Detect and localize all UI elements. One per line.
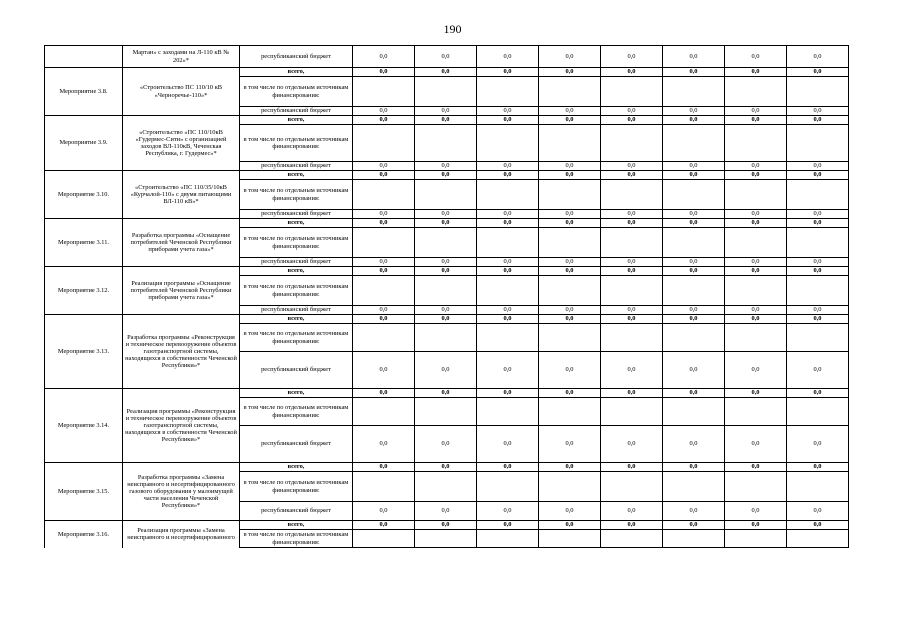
value-cell: 0,0 bbox=[663, 463, 725, 472]
value-cell: 0,0 bbox=[477, 315, 539, 324]
value-cell bbox=[539, 324, 601, 352]
value-cell bbox=[353, 530, 415, 548]
value-cell bbox=[787, 530, 849, 548]
value-cell bbox=[601, 125, 663, 162]
funding-source-total: всего, bbox=[240, 521, 353, 530]
value-cell: 0,0 bbox=[415, 162, 477, 171]
funding-source-sub: в том числе по отдельным источникам финансирования: bbox=[240, 398, 353, 426]
funding-source-republic: республиканский бюджет bbox=[240, 258, 353, 267]
event-cell: Мероприятие 3.12. bbox=[45, 267, 123, 315]
value-cell: 0,0 bbox=[539, 306, 601, 315]
value-cell bbox=[477, 276, 539, 306]
value-cell: 0,0 bbox=[477, 162, 539, 171]
value-cell bbox=[477, 77, 539, 107]
value-cell: 0,0 bbox=[539, 463, 601, 472]
value-cell bbox=[725, 276, 787, 306]
value-cell: 0,0 bbox=[663, 219, 725, 228]
value-cell bbox=[663, 180, 725, 210]
value-cell: 0,0 bbox=[663, 502, 725, 521]
value-cell: 0,0 bbox=[663, 352, 725, 389]
value-cell: 0,0 bbox=[725, 46, 787, 68]
value-cell bbox=[601, 472, 663, 502]
table-row bbox=[45, 171, 849, 180]
measure-title: Разработка программы «Оснащение потребителей Чеченской Республики приборами учета газа»* bbox=[123, 219, 240, 267]
funding-source-republic: республиканский бюджет bbox=[240, 352, 353, 389]
value-cell: 0,0 bbox=[601, 502, 663, 521]
value-cell: 0,0 bbox=[787, 463, 849, 472]
funding-source-republic: республиканский бюджет bbox=[240, 107, 353, 116]
table-row bbox=[45, 46, 849, 68]
funding-source-sub: в том числе по отдельным источникам финансирования: bbox=[240, 77, 353, 107]
value-cell bbox=[601, 228, 663, 258]
value-cell bbox=[539, 180, 601, 210]
value-cell bbox=[415, 324, 477, 352]
value-cell: 0,0 bbox=[725, 267, 787, 276]
table-row bbox=[45, 315, 849, 324]
value-cell: 0,0 bbox=[477, 521, 539, 530]
value-cell: 0,0 bbox=[477, 463, 539, 472]
value-cell: 0,0 bbox=[663, 315, 725, 324]
value-cell: 0,0 bbox=[663, 68, 725, 77]
table-row bbox=[45, 463, 849, 472]
table-row bbox=[45, 68, 849, 77]
value-cell: 0,0 bbox=[353, 315, 415, 324]
value-cell: 0,0 bbox=[787, 258, 849, 267]
value-cell bbox=[353, 324, 415, 352]
value-cell: 0,0 bbox=[725, 68, 787, 77]
value-cell bbox=[663, 228, 725, 258]
value-cell: 0,0 bbox=[539, 521, 601, 530]
value-cell bbox=[725, 472, 787, 502]
event-cell: Мероприятие 3.14. bbox=[45, 389, 123, 463]
value-cell: 0,0 bbox=[415, 463, 477, 472]
value-cell bbox=[787, 324, 849, 352]
value-cell: 0,0 bbox=[477, 426, 539, 463]
value-cell: 0,0 bbox=[477, 502, 539, 521]
value-cell bbox=[787, 228, 849, 258]
value-cell bbox=[663, 472, 725, 502]
event-cell: Мероприятие 3.10. bbox=[45, 171, 123, 219]
event-cell: Мероприятие 3.11. bbox=[45, 219, 123, 267]
value-cell: 0,0 bbox=[787, 68, 849, 77]
funding-source-total: всего, bbox=[240, 171, 353, 180]
value-cell: 0,0 bbox=[663, 389, 725, 398]
funding-source-sub: в том числе по отдельным источникам финансирования: bbox=[240, 276, 353, 306]
value-cell: 0,0 bbox=[415, 426, 477, 463]
value-cell: 0,0 bbox=[601, 315, 663, 324]
value-cell: 0,0 bbox=[663, 267, 725, 276]
table-row bbox=[45, 267, 849, 276]
funding-source-total: всего, bbox=[240, 116, 353, 125]
value-cell: 0,0 bbox=[477, 267, 539, 276]
value-cell bbox=[787, 276, 849, 306]
funding-source-republic: республиканский бюджет bbox=[240, 210, 353, 219]
value-cell: 0,0 bbox=[787, 315, 849, 324]
value-cell: 0,0 bbox=[353, 171, 415, 180]
value-cell: 0,0 bbox=[477, 210, 539, 219]
value-cell: 0,0 bbox=[601, 267, 663, 276]
value-cell bbox=[477, 472, 539, 502]
value-cell: 0,0 bbox=[725, 258, 787, 267]
value-cell bbox=[601, 180, 663, 210]
value-cell: 0,0 bbox=[725, 502, 787, 521]
value-cell: 0,0 bbox=[725, 162, 787, 171]
value-cell: 0,0 bbox=[787, 502, 849, 521]
value-cell bbox=[353, 180, 415, 210]
value-cell: 0,0 bbox=[725, 171, 787, 180]
value-cell: 0,0 bbox=[415, 258, 477, 267]
value-cell: 0,0 bbox=[477, 306, 539, 315]
value-cell bbox=[725, 125, 787, 162]
measure-title: Мартан» с заходами на Л-110 кВ № 202»* bbox=[123, 46, 240, 68]
value-cell bbox=[601, 77, 663, 107]
value-cell: 0,0 bbox=[725, 389, 787, 398]
value-cell bbox=[353, 228, 415, 258]
value-cell bbox=[663, 398, 725, 426]
value-cell: 0,0 bbox=[787, 306, 849, 315]
value-cell bbox=[663, 530, 725, 548]
value-cell: 0,0 bbox=[601, 258, 663, 267]
value-cell bbox=[663, 324, 725, 352]
value-cell: 0,0 bbox=[477, 116, 539, 125]
value-cell: 0,0 bbox=[663, 258, 725, 267]
value-cell bbox=[725, 398, 787, 426]
value-cell: 0,0 bbox=[787, 219, 849, 228]
value-cell bbox=[725, 228, 787, 258]
measure-title: Разработка программы «Замена неисправного и несертифицированного газового оборудования у малоимущей части населения Чеченской Республики»* bbox=[123, 463, 240, 521]
value-cell: 0,0 bbox=[539, 46, 601, 68]
funding-source-total: всего, bbox=[240, 463, 353, 472]
value-cell bbox=[477, 530, 539, 548]
value-cell: 0,0 bbox=[725, 306, 787, 315]
value-cell bbox=[725, 530, 787, 548]
budget-table bbox=[44, 45, 849, 548]
value-cell bbox=[353, 398, 415, 426]
value-cell: 0,0 bbox=[415, 315, 477, 324]
value-cell: 0,0 bbox=[353, 162, 415, 171]
value-cell bbox=[477, 324, 539, 352]
event-cell bbox=[45, 46, 123, 68]
value-cell bbox=[539, 125, 601, 162]
funding-source-republic: республиканский бюджет bbox=[240, 306, 353, 315]
value-cell: 0,0 bbox=[787, 521, 849, 530]
measure-title: Реализация программы «Оснащение потребителей Чеченской Республики приборами учета газа»* bbox=[123, 267, 240, 315]
value-cell: 0,0 bbox=[353, 210, 415, 219]
value-cell bbox=[415, 180, 477, 210]
value-cell: 0,0 bbox=[725, 107, 787, 116]
value-cell: 0,0 bbox=[787, 107, 849, 116]
measure-title: Реализация программы «Реконструкция и техническое перевооружение объектов газотранспортной системы, находящихся в собственности Чеченской Республики»* bbox=[123, 389, 240, 463]
value-cell: 0,0 bbox=[601, 107, 663, 116]
value-cell: 0,0 bbox=[415, 171, 477, 180]
value-cell: 0,0 bbox=[415, 389, 477, 398]
value-cell: 0,0 bbox=[725, 352, 787, 389]
value-cell: 0,0 bbox=[415, 68, 477, 77]
value-cell: 0,0 bbox=[539, 315, 601, 324]
event-cell: Мероприятие 3.15. bbox=[45, 463, 123, 521]
value-cell: 0,0 bbox=[353, 68, 415, 77]
value-cell bbox=[353, 125, 415, 162]
value-cell: 0,0 bbox=[353, 352, 415, 389]
value-cell: 0,0 bbox=[601, 219, 663, 228]
value-cell: 0,0 bbox=[415, 210, 477, 219]
value-cell bbox=[601, 530, 663, 548]
value-cell: 0,0 bbox=[353, 426, 415, 463]
funding-source-total: всего, bbox=[240, 219, 353, 228]
value-cell: 0,0 bbox=[539, 258, 601, 267]
value-cell bbox=[787, 125, 849, 162]
funding-source-total: всего, bbox=[240, 315, 353, 324]
value-cell: 0,0 bbox=[539, 389, 601, 398]
value-cell: 0,0 bbox=[353, 107, 415, 116]
value-cell: 0,0 bbox=[353, 463, 415, 472]
funding-source-sub: в том числе по отдельным источникам финансирования: bbox=[240, 324, 353, 352]
value-cell: 0,0 bbox=[725, 219, 787, 228]
value-cell: 0,0 bbox=[725, 315, 787, 324]
value-cell: 0,0 bbox=[663, 210, 725, 219]
value-cell bbox=[539, 530, 601, 548]
value-cell: 0,0 bbox=[415, 352, 477, 389]
table-row bbox=[45, 219, 849, 228]
value-cell: 0,0 bbox=[725, 210, 787, 219]
funding-source-sub: в том числе по отдельным источникам финансирования: bbox=[240, 125, 353, 162]
funding-source-republic: республиканский бюджет bbox=[240, 502, 353, 521]
value-cell bbox=[539, 472, 601, 502]
measure-title: Реализация программы «Замена неисправного и несертифицированного bbox=[123, 521, 240, 548]
value-cell: 0,0 bbox=[601, 389, 663, 398]
value-cell: 0,0 bbox=[601, 68, 663, 77]
value-cell: 0,0 bbox=[725, 463, 787, 472]
value-cell: 0,0 bbox=[725, 426, 787, 463]
value-cell bbox=[415, 77, 477, 107]
funding-source-republic: республиканский бюджет bbox=[240, 426, 353, 463]
value-cell: 0,0 bbox=[601, 463, 663, 472]
value-cell: 0,0 bbox=[415, 219, 477, 228]
value-cell bbox=[415, 276, 477, 306]
value-cell bbox=[601, 398, 663, 426]
value-cell bbox=[787, 180, 849, 210]
value-cell: 0,0 bbox=[663, 107, 725, 116]
value-cell: 0,0 bbox=[601, 116, 663, 125]
value-cell: 0,0 bbox=[477, 352, 539, 389]
value-cell bbox=[415, 530, 477, 548]
value-cell: 0,0 bbox=[787, 389, 849, 398]
value-cell bbox=[725, 180, 787, 210]
value-cell: 0,0 bbox=[663, 116, 725, 125]
value-cell: 0,0 bbox=[787, 171, 849, 180]
value-cell: 0,0 bbox=[353, 502, 415, 521]
value-cell: 0,0 bbox=[353, 116, 415, 125]
value-cell: 0,0 bbox=[477, 68, 539, 77]
value-cell: 0,0 bbox=[787, 210, 849, 219]
value-cell: 0,0 bbox=[539, 219, 601, 228]
page-number: 190 bbox=[443, 22, 462, 36]
value-cell: 0,0 bbox=[539, 267, 601, 276]
funding-source-total: всего, bbox=[240, 267, 353, 276]
value-cell: 0,0 bbox=[415, 46, 477, 68]
value-cell: 0,0 bbox=[787, 116, 849, 125]
value-cell: 0,0 bbox=[601, 46, 663, 68]
value-cell: 0,0 bbox=[353, 267, 415, 276]
value-cell: 0,0 bbox=[725, 521, 787, 530]
value-cell: 0,0 bbox=[477, 171, 539, 180]
value-cell: 0,0 bbox=[663, 162, 725, 171]
funding-source-sub: в том числе по отдельным источникам финансирования: bbox=[240, 472, 353, 502]
value-cell bbox=[353, 276, 415, 306]
value-cell: 0,0 bbox=[539, 116, 601, 125]
value-cell bbox=[477, 398, 539, 426]
event-cell: Мероприятие 3.9. bbox=[45, 116, 123, 171]
value-cell: 0,0 bbox=[353, 258, 415, 267]
value-cell: 0,0 bbox=[601, 352, 663, 389]
value-cell bbox=[725, 77, 787, 107]
value-cell: 0,0 bbox=[601, 162, 663, 171]
value-cell bbox=[663, 77, 725, 107]
value-cell: 0,0 bbox=[663, 306, 725, 315]
value-cell: 0,0 bbox=[787, 426, 849, 463]
value-cell bbox=[787, 77, 849, 107]
value-cell bbox=[415, 398, 477, 426]
funding-source-sub: в том числе по отдельным источникам финансирования: bbox=[240, 530, 353, 548]
value-cell bbox=[415, 125, 477, 162]
event-cell: Мероприятие 3.13. bbox=[45, 315, 123, 389]
value-cell bbox=[601, 324, 663, 352]
funding-source-total: всего, bbox=[240, 389, 353, 398]
value-cell: 0,0 bbox=[415, 521, 477, 530]
measure-title: «Строительство «ПС 110/10кВ «Гудермес-Сити» с организацией заходов ВЛ-110кВ, Чеченская Республика, г. Гудермес»* bbox=[123, 116, 240, 171]
value-cell: 0,0 bbox=[787, 352, 849, 389]
value-cell: 0,0 bbox=[601, 306, 663, 315]
funding-source-total: всего, bbox=[240, 68, 353, 77]
value-cell bbox=[415, 228, 477, 258]
value-cell: 0,0 bbox=[663, 46, 725, 68]
value-cell: 0,0 bbox=[663, 521, 725, 530]
value-cell: 0,0 bbox=[601, 171, 663, 180]
value-cell: 0,0 bbox=[477, 46, 539, 68]
value-cell: 0,0 bbox=[539, 68, 601, 77]
value-cell: 0,0 bbox=[539, 210, 601, 219]
value-cell: 0,0 bbox=[353, 219, 415, 228]
value-cell bbox=[353, 77, 415, 107]
measure-title: Разработка программы «Реконструкция и техническое перевооружение объектов газотранспортной системы, находящихся в собственности Чеченской Республики»* bbox=[123, 315, 240, 389]
value-cell bbox=[539, 228, 601, 258]
value-cell: 0,0 bbox=[415, 502, 477, 521]
value-cell: 0,0 bbox=[539, 426, 601, 463]
value-cell: 0,0 bbox=[477, 258, 539, 267]
value-cell bbox=[539, 77, 601, 107]
value-cell: 0,0 bbox=[415, 306, 477, 315]
value-cell: 0,0 bbox=[787, 46, 849, 68]
value-cell: 0,0 bbox=[601, 521, 663, 530]
value-cell: 0,0 bbox=[787, 267, 849, 276]
value-cell: 0,0 bbox=[353, 46, 415, 68]
funding-source-republic: республиканский бюджет bbox=[240, 162, 353, 171]
event-cell: Мероприятие 3.16. bbox=[45, 521, 123, 548]
value-cell: 0,0 bbox=[539, 502, 601, 521]
value-cell: 0,0 bbox=[353, 306, 415, 315]
value-cell bbox=[539, 276, 601, 306]
funding-source: республиканский бюджет bbox=[240, 46, 353, 68]
value-cell: 0,0 bbox=[539, 162, 601, 171]
value-cell bbox=[787, 472, 849, 502]
value-cell: 0,0 bbox=[787, 162, 849, 171]
value-cell bbox=[477, 125, 539, 162]
table-row bbox=[45, 389, 849, 398]
value-cell: 0,0 bbox=[415, 107, 477, 116]
value-cell: 0,0 bbox=[353, 521, 415, 530]
value-cell: 0,0 bbox=[663, 426, 725, 463]
value-cell: 0,0 bbox=[477, 107, 539, 116]
value-cell bbox=[787, 398, 849, 426]
measure-title: «Строительство «ПС 110/35/10кВ «Курчалой-110» с двумя питающими ВЛ-110 кВ»* bbox=[123, 171, 240, 219]
value-cell: 0,0 bbox=[539, 107, 601, 116]
value-cell: 0,0 bbox=[601, 210, 663, 219]
value-cell bbox=[663, 276, 725, 306]
value-cell: 0,0 bbox=[601, 426, 663, 463]
value-cell: 0,0 bbox=[539, 171, 601, 180]
table-row bbox=[45, 521, 849, 530]
value-cell bbox=[415, 472, 477, 502]
value-cell: 0,0 bbox=[415, 116, 477, 125]
funding-source-sub: в том числе по отдельным источникам финансирования: bbox=[240, 180, 353, 210]
value-cell bbox=[725, 324, 787, 352]
value-cell bbox=[477, 180, 539, 210]
event-cell: Мероприятие 3.8. bbox=[45, 68, 123, 116]
funding-source-sub: в том числе по отдельным источникам финансирования: bbox=[240, 228, 353, 258]
value-cell: 0,0 bbox=[477, 219, 539, 228]
value-cell bbox=[477, 228, 539, 258]
value-cell: 0,0 bbox=[477, 389, 539, 398]
value-cell: 0,0 bbox=[725, 116, 787, 125]
value-cell bbox=[539, 398, 601, 426]
measure-title: «Строительство ПС 110/10 кВ «Черноречье-110»* bbox=[123, 68, 240, 116]
value-cell bbox=[601, 276, 663, 306]
value-cell: 0,0 bbox=[353, 389, 415, 398]
value-cell: 0,0 bbox=[539, 352, 601, 389]
value-cell bbox=[663, 125, 725, 162]
value-cell: 0,0 bbox=[663, 171, 725, 180]
value-cell bbox=[353, 472, 415, 502]
table-row bbox=[45, 116, 849, 125]
value-cell: 0,0 bbox=[415, 267, 477, 276]
